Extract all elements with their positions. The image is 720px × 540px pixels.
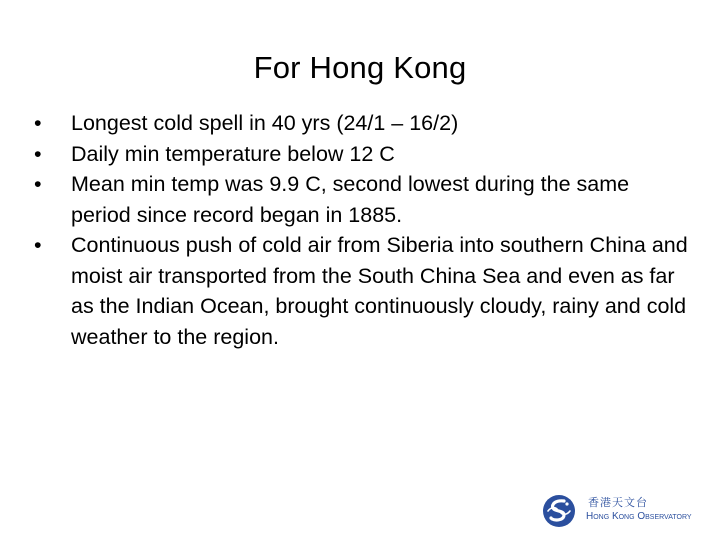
- bullet-item: [34, 108, 694, 139]
- logo-chinese-name: 香港天文台: [588, 496, 648, 509]
- logo-english-name: Hong Kong Observatory: [586, 511, 692, 522]
- bullet-text: Daily min temperature below 12 C: [71, 141, 395, 166]
- bullet-text: Continuous push of cold air from Siberia into southern China and moist air transported from the South China Sea and even as far as the Indian Ocean, brought continuously cloudy, rainy and cold weather to the region.: [71, 233, 688, 349]
- hong-kong-observatory-emblem-icon: [542, 494, 576, 528]
- slide-title: For Hong Kong: [253, 50, 467, 85]
- bullet-item: [34, 169, 694, 230]
- bullet-marker: •: [34, 111, 42, 135]
- bullet-marker: •: [34, 141, 42, 166]
- bullet-marker: •: [34, 233, 42, 257]
- bullet-item: [34, 230, 694, 352]
- bullet-text: Longest cold spell in 40 yrs (24/1 – 16/2): [71, 111, 459, 135]
- bullet-marker: •: [34, 172, 42, 196]
- bullet-text: Mean min temp was 9.9 C, second lowest during the same period since record began in 1885.: [71, 172, 630, 227]
- bullet-item: [34, 139, 694, 170]
- hko-logo: [542, 494, 712, 534]
- bullet-list: [34, 108, 694, 352]
